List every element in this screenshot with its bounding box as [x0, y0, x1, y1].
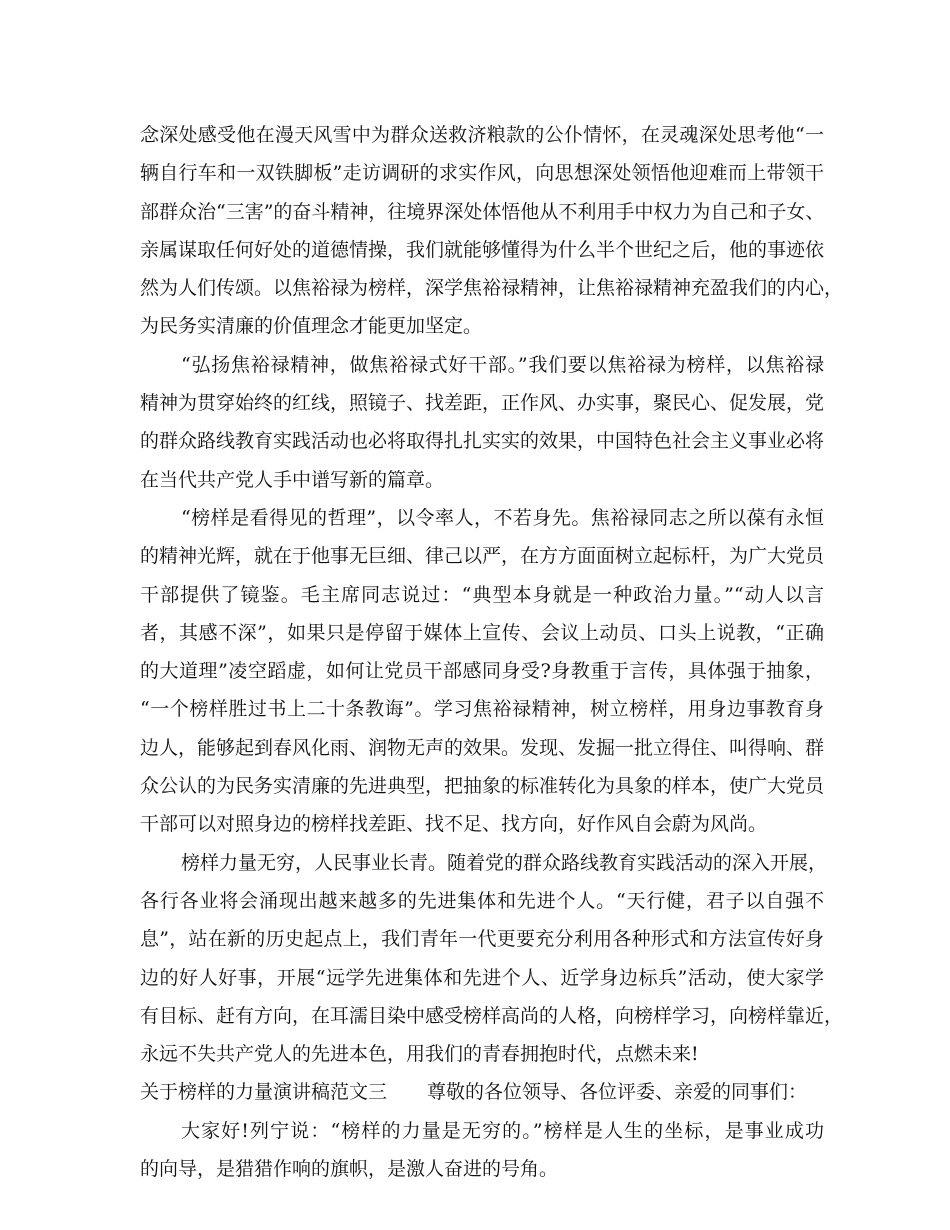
- text-line: 亲属谋取任何好处的道德情操，我们就能够懂得为什么半个世纪之后，他的事迹依: [140, 238, 825, 261]
- text-line: 的大道理”凌空蹈虚，如何让党员干部感同身受?身教重于言传，具体强于抽象，: [140, 660, 824, 683]
- document-body: [140, 116, 844, 1188]
- text-line: 干部提供了镜鉴。毛主席同志说过：“典型本身就是一种政治力量。”“动人以言: [140, 583, 824, 606]
- text-line: 边的好人好事，开展“远学先进集体和先进个人、近学身边标兵”活动，使大家学: [140, 966, 824, 989]
- text-line: 榜样力量无穷，人民事业长青。随着党的群众路线教育实践活动的深入开展，: [181, 851, 828, 874]
- closing-lines: [140, 1112, 824, 1189]
- text-line: 众公认的为民务实清廉的先进典型，把抽象的标准转化为具象的样本，使广大党员: [140, 775, 825, 798]
- text-line: 各行各业将会涌现出越来越多的先进集体和先进个人。“天行健，君子以自强不: [140, 889, 824, 912]
- text-line: 为民务实清廉的价值理念才能更加坚定。: [140, 315, 483, 338]
- speech-greeting: 尊敬的各位领导、各位评委、亲爱的同事们：: [427, 1081, 808, 1104]
- text-line: 然为人们传颂。以焦裕禄为榜样，深学焦裕禄精神，让焦裕禄精神充盈我们的内心，: [140, 277, 844, 300]
- text-line: 边人，能够起到春风化雨、润物无声的效果。发现、发掘一批立得住、叫得响、群: [140, 736, 825, 759]
- section-heading-line: [140, 1073, 824, 1111]
- text-line: 辆自行车和一双铁脚板”走访调研的求实作风，向思想深处领悟他迎难而上带领干: [140, 162, 824, 185]
- text-line: 的向导，是猎猎作响的旗帜，是激人奋进的号角。: [140, 1158, 559, 1181]
- text-line: “弘扬焦裕禄精神，做焦裕禄式好干部。”我们要以焦裕禄为榜样，以焦裕禄: [181, 353, 824, 376]
- text-line: 部群众治“三害”的奋斗精神，往境界深处体悟他从不利用手中权力为自己和子女、: [140, 200, 825, 223]
- text-line: 大家好!列宁说：“榜样的力量是无穷的。”榜样是人生的坐标，是事业成功: [181, 1119, 824, 1142]
- text-line: 干部可以对照身边的榜样找差距、找不足、找方向，好作风自会蔚为风尚。: [140, 813, 768, 836]
- text-line: 念深处感受他在漫天风雪中为群众送救济粮款的公仆情怀，在灵魂深处思考他“一: [140, 124, 824, 146]
- text-line: 精神为贯穿始终的红线，照镜子、找差距，正作风、办实事，聚民心、促发展，党: [140, 392, 825, 415]
- text-line: “一个榜样胜过书上二十条教诲”。学习焦裕禄精神，树立榜样，用身边事教育身: [140, 698, 824, 721]
- text-line: “榜样是看得见的哲理”，以令率人，不若身先。焦裕禄同志之所以葆有永恒: [181, 506, 824, 529]
- text-line: 息”，站在新的历史起点上，我们青年一代更要充分利用各种形式和方法宣传好身: [140, 928, 824, 951]
- text-line: 永远不失共产党人的先进本色，用我们的青春拥抱时代，点燃未来!: [140, 1043, 699, 1066]
- body-lines: [140, 116, 844, 1073]
- text-line: 在当代共产党人手中谱写新的篇章。: [140, 468, 445, 491]
- section-heading-title: 关于榜样的力量演讲稿范文三: [140, 1081, 388, 1104]
- text-line: 有目标、赶有方向，在耳濡目染中感受榜样高尚的人格，向榜样学习，向榜样靠近，: [140, 1004, 844, 1027]
- text-line: 者，其感不深”，如果只是停留于媒体上宣传、会议上动员、口头上说教，“正确: [140, 621, 824, 644]
- text-line: 的群众路线教育实践活动也必将取得扎扎实实的效果，中国特色社会主义事业必将: [140, 430, 825, 453]
- text-line: 的精神光辉，就在于他事无巨细、律己以严，在方方面面树立起标杆，为广大党员: [140, 545, 825, 568]
